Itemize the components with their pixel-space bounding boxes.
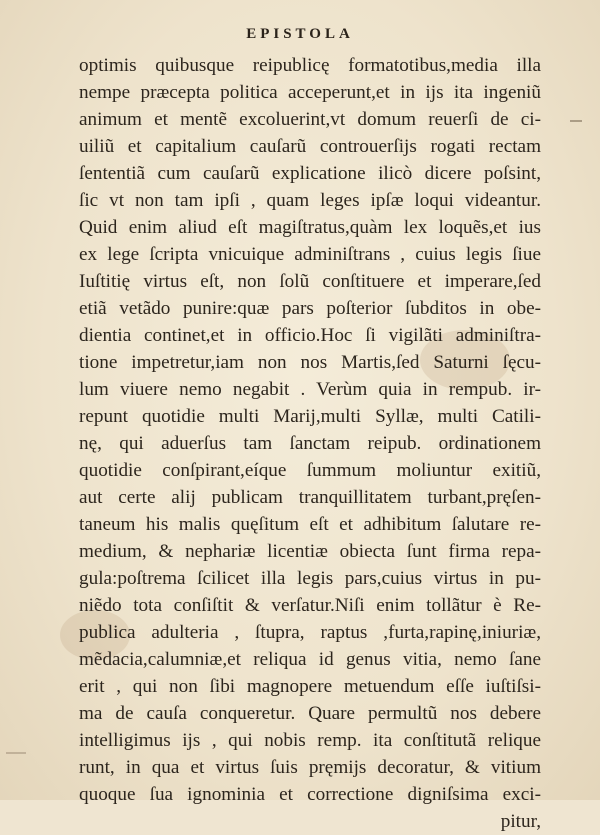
text-line: quoque ſua ignominia et correctione digniſsima exci-	[79, 784, 541, 805]
text-line: publica adulteria , ſtupra, raptus ,furta,rapinę,iniuriæ,	[79, 622, 541, 643]
text-line: taneum his malis quęſitum eſt et adhibitum ſalutare re-	[79, 514, 541, 535]
running-title: EPISTOLA	[246, 26, 354, 42]
text-line: dientia continet,et in officio.Hoc ſi vigilãti adminiſtra-	[79, 325, 541, 346]
text-line: gula:poſtrema ſcilicet illa legis pars,cuius virtus in pu-	[79, 568, 541, 589]
text-line: repunt quotidie multi Marij,multi Syllæ, multi Catili-	[79, 406, 541, 427]
text-line: erit , qui non ſibi magnopere metuendum eſſe iuſtiſsi-	[79, 676, 541, 697]
text-line: ex lege ſcripta vnicuique adminiſtrans , cuius legis ſiue	[79, 244, 541, 265]
text-line: pitur,	[500, 811, 541, 832]
text-line: Quid enim aliud eſt magiſtratus,quàm lex loquẽs,et ius	[79, 217, 541, 238]
text-line: uiliũ et capitalium cauſarũ controuerſijs rogati rectam	[79, 136, 541, 157]
body-text	[79, 52, 541, 835]
text-line: tione impetretur,iam non nos Martis,ſed Saturni ſęcu-	[79, 352, 541, 373]
text-line: Iuſtitię virtus eſt, non ſolũ conſtituere et imperare,ſed	[79, 271, 541, 292]
text-line: medium, & nephariæ licentiæ obiecta ſunt firma repa-	[79, 541, 541, 562]
text-line: mẽdacia,calumniæ,et reliqua id genus vitia, nemo ſane	[79, 649, 541, 670]
text-line: ſententiã cum cauſarũ explicatione ilicò dicere poſsint,	[79, 163, 541, 184]
text-line: ma de cauſa conqueretur. Quare permultũ nos debere	[79, 703, 541, 724]
text-line: aut certe alij publicam tranquillitatem turbant,pręſen-	[79, 487, 541, 508]
text-line: runt, in qua et virtus ſuis pręmijs decoratur, & vitium	[79, 757, 541, 778]
text-line: quotidie conſpirant,eíque ſummum moliuntur exitiũ,	[79, 460, 541, 481]
text-line: intelligimus ijs , qui nobis remp. ita conſtitutã relique	[79, 730, 541, 751]
margin-mark	[570, 120, 582, 122]
text-line: optimis quibusque reipublicę formatotibus,media illa	[79, 55, 541, 76]
text-line: nę, qui aduerſus tam ſanctam reipub. ordinationem	[79, 433, 541, 454]
text-line: niẽdo tota conſiſtit & verſatur.Niſi enim tollãtur è Re-	[79, 595, 541, 616]
text-line: ſic vt non tam ipſi , quam leges ipſæ loqui videantur.	[79, 190, 541, 211]
text-line: etiã vetãdo punire:quæ pars poſterior ſubditos in obe-	[79, 298, 541, 319]
text-line: lum viuere nemo negabit . Verùm quia in rempub. ir-	[79, 379, 541, 400]
text-line: animum et mentẽ excoluerint,vt domum reuerſi de ci-	[79, 109, 541, 130]
margin-mark	[6, 752, 26, 754]
text-line: nempe præcepta politica acceperunt,et in ijs ita ingeniũ	[79, 82, 541, 103]
